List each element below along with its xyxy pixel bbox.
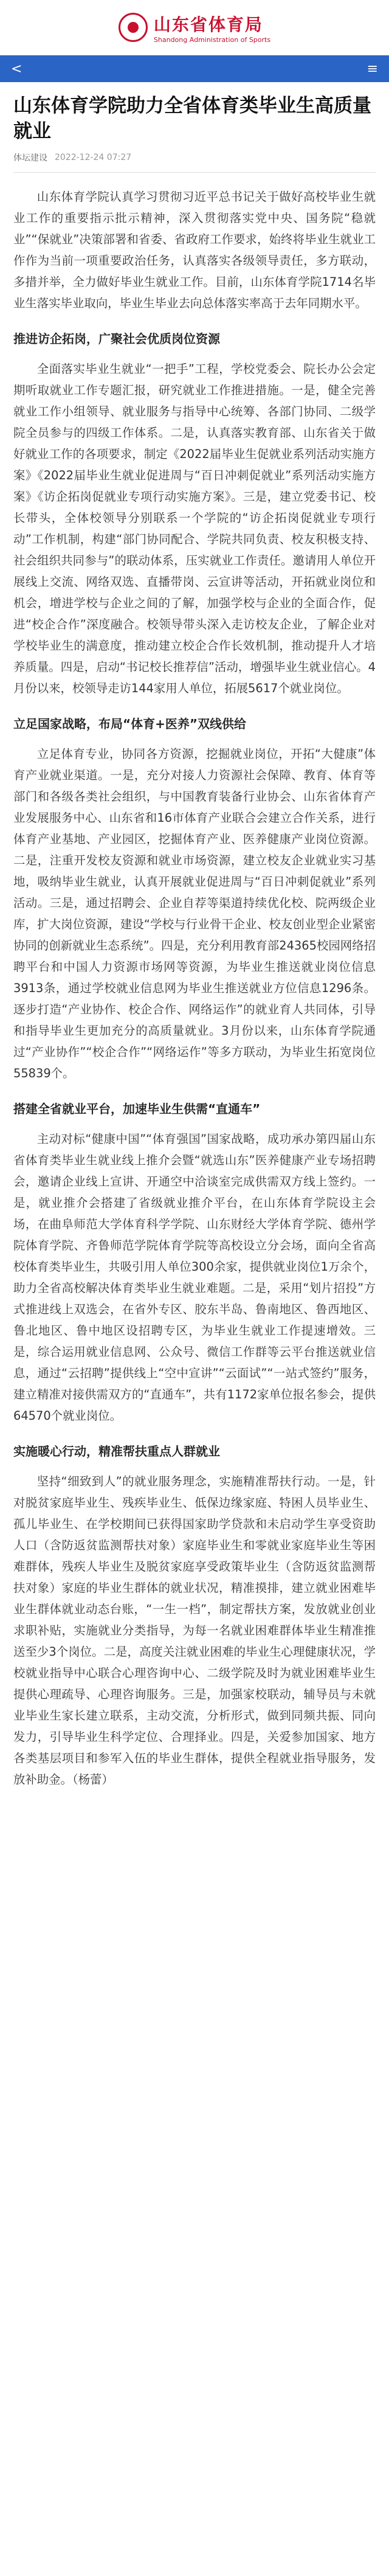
section-title: 搭建全省就业平台，加速毕业生供需“直通车” xyxy=(13,1102,261,1116)
menu-icon[interactable]: ≡ xyxy=(367,61,378,77)
article-intro: 山东体育学院认真学习贯彻习近平总书记关于做好高校毕业生就业工作的重要指示批示精神，深入贯彻落实党中央、国务院“稳就业”“保就业”决策部署和省委、省政府工作要求，始终将毕业生就业工作作为当前一项重要政治任务，认真落实各级领导责任，多方联动，多措并举，全力做好毕业生就业工作。目前，山东体育学院1714名毕业生落实毕业取向，毕业生毕业去向总体落实率高于去年同期水平。 xyxy=(13,190,376,310)
article xyxy=(0,82,389,1790)
section-text: 全面落实毕业生就业“一把手”工程，学校党委会、院长办公会定期听取就业工作专题汇报，研究就业工作推进措施。一是，健全完善就业工作小组领导、就业服务与指导中心统筹、各部门协同、二级学院全员参与的四级工作体系。二是，认真落实教育部、山东省关于做好就业工作的各项要求，制定《2022届毕业生促就业系列活动实施方案》《2022届毕业生就业促进周与“百日冲刺促就业”系列活动实施方案》《访企拓岗促就业专项行动实施方案》。三是，建立党委书记、校长带头，全体校领导分别联系一个学院的“访企拓岗促就业专项行动”工作机制，构建“部门协同配合、学院共同负责、校友积极支持、社会组织共同参与”的联动体系，压实就业工作责任。邀请用人单位开展线上交流、网络双选、直播带岗、云宣讲等活动，开拓就业岗位和机会，增进学校与企业之间的了解，加强学校与企业的全面合作，促进“校企合作”深度融合。校领导带头深入走访校友企业，了解企业对学校毕业生的满意度，推动建立校企合作长效机制，推动提升人才培养质量。四是，启动“书记校长推荐信”活动，增强毕业生就业信心。4月份以来，校领导走访144家用人单位，拓展5617个就业岗位。 xyxy=(13,362,376,695)
section-title: 立足国家战略，布局“体育+医养”双线供给 xyxy=(13,717,247,731)
section-text: 主动对标“健康中国”“体育强国”国家战略，成功承办第四届山东省体育类毕业生就业线上推介会暨“就选山东”医养健康产业专场招聘会，邀请企业线上宣讲、开通空中洽谈室完成供需双方线上签约。一是，就业推介会搭建了省级就业推介平台，在山东体育学院设主会场，在曲阜师范大学体育科学学院、山东财经大学体育学院、德州学院体育学院、齐鲁师范学院体育学院等高校设立分会场，面向全省高校体育类毕业生，共吸引用人单位300余家，提供就业岗位1万余个，助力全省高校解决体育类毕业生就业难题。二是，采用“划片招投”方式推进线上双选会，在省外专区、胶东半岛、鲁南地区、鲁西地区、鲁北地区、鲁中地区设招聘专区，为毕业生就业工作提速增效。三是，综合运用就业信息网、公众号、微信工作群等云平台推送就业信息，通过“云招聘”提供线上“空中宣讲”“云面试”“一站式签约”服务，建立精准对接供需双方的“直通车”，共有1172家单位报名参会，提供64570个就业岗位。 xyxy=(13,1132,376,1423)
nav-bar xyxy=(0,55,389,82)
section-title: 实施暖心行动，精准帮扶重点人群就业 xyxy=(13,1444,220,1459)
section-text: 坚持“细致到人”的就业服务理念，实施精准帮扶行动。一是，针对脱贫家庭毕业生、残疾毕业生、低保边缘家庭、特困人员毕业生、孤儿毕业生、在学校期间已获得国家助学贷款和未启动学生享受资助人口（含防返贫监测帮扶对象）家庭毕业生和零就业家庭毕业生等困难群体，残疾人毕业生及脱贫家庭享受政策毕业生（含防返贫监测帮扶对象）家庭的毕业生群体的就业状况，精准摸排，建立就业困难毕业生群体就业动态台账，“一生一档”，制定帮扶方案，发放就业创业求职补贴，实施就业分类指导，为每一名就业困难群体毕业生精准推送至少3个岗位。二是，高度关注就业困难的毕业生心理健康状况，学校就业指导中心联合心理咨询中心、二级学院及时为就业困难毕业生提供心理疏导、心理咨询服务。三是，加强家校联动，辅导员与未就业毕业生家长建立联系，主动交流，分析形式，做到同频共振、同向发力，引导毕业生科学定位、合理择业。四是，关爱参加国家、地方各类基层项目和参军入伍的毕业生群体，提供全程就业指导服务，发放补助金。（杨蕾） xyxy=(13,1474,376,1786)
site-header xyxy=(0,0,389,55)
section-title: 推进访企拓岗，广聚社会优质岗位资源 xyxy=(13,332,220,346)
site-subtitle: Shandong Administration of Sports xyxy=(153,35,271,44)
back-icon[interactable]: < xyxy=(11,61,22,77)
article-meta xyxy=(13,151,376,164)
article-title: 山东体育学院助力全省体育类毕业生高质量就业 xyxy=(13,95,371,142)
article-date: 2022-12-24 07:27 xyxy=(55,153,132,162)
article-category[interactable]: 体坛建设 xyxy=(13,153,47,163)
site-name: 山东省体育局 xyxy=(153,14,263,35)
emblem-icon xyxy=(119,13,148,42)
section-text: 立足体育专业，协同各方资源，挖掘就业岗位，开拓“大健康”体育产业就业渠道。一是，充分对接人力资源社会保障、教育、体育等部门和各级各类社会组织，与中国教育装备行业协会、山东省体育产业发展服务中心、山东省和16市体育产业联合会建立合作关系，进行体育产业基地、产业园区，挖掘体育产业、医养健康产业岗位资源。二是，注重开发校友资源和就业市场资源，建立校友企业就业实习基地，吸纳毕业生就业，认真开展就业促进周与“百日冲刺促就业”系列活动。三是，通过招聘会、企业自荐等渠道持续优化校、院两级企业库，扩大岗位资源，建设“学校与行业骨干企业、校友创业型企业紧密协同的创新就业生态系统”。四是，充分利用教育部24365校园网络招聘平台和中国人力资源市场网等资源，为毕业生推送就业岗位信息3913条，通过学校就业信息网为毕业生推送就业方位信息1296条。逐步打造“产业协作、校企合作、网络运作”的就业育人共同体，引导和指导毕业生更加充分的高质量就业。3月份以来，山东体育学院通过“产业协作”“校企合作”“网络运作”等多方联动，为毕业生拓宽岗位55839个。 xyxy=(13,747,376,1080)
site-logo[interactable] xyxy=(119,12,270,44)
divider xyxy=(13,172,376,173)
